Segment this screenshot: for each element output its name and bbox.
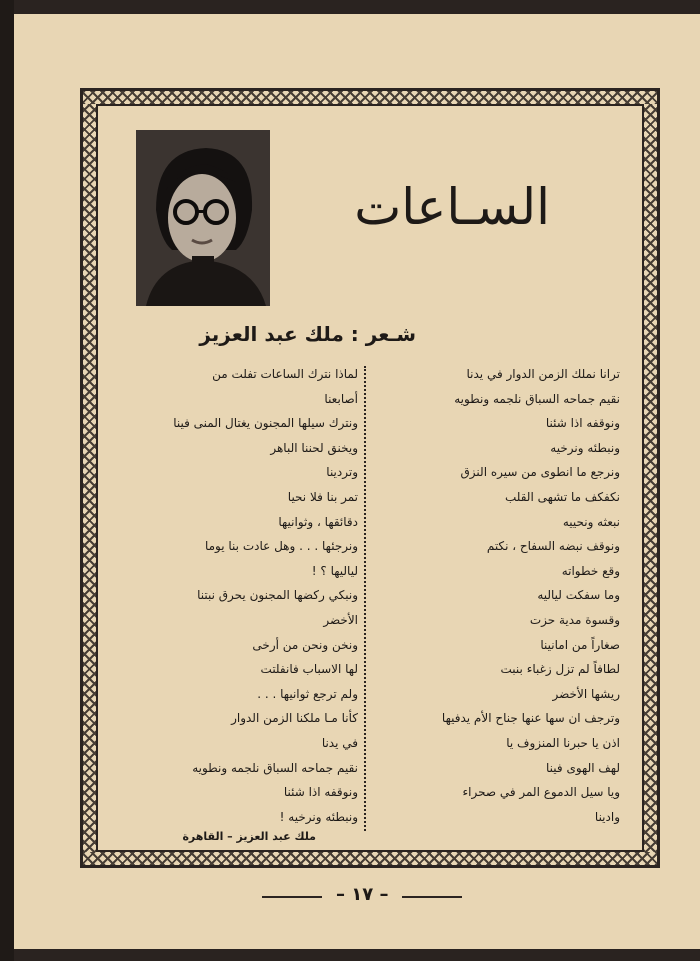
verse-line: كأنا مـا ملكنا الزمن الدوار <box>231 711 358 726</box>
column-divider <box>364 366 366 831</box>
page-number: – ١٧ – <box>336 884 389 905</box>
verse-line: ولم ترجع ثوانيها . . . <box>257 686 358 701</box>
page-number-rule-right <box>402 896 462 898</box>
poem-column-right <box>390 362 620 829</box>
verse-line: لماذا نترك الساعات تفلت من <box>212 367 358 381</box>
verse-line: وادينا <box>594 809 620 824</box>
verse-line: وقع خطواته <box>561 563 620 578</box>
verse-line: ونرجئها . . . وهل عادت بنا يوما <box>204 539 358 554</box>
verse-line: وما سفكت لياليه <box>537 588 620 603</box>
verse-line: ترانا نملك الزمن الدوار في يدنا <box>466 367 620 381</box>
verse-line: لطافاً لم تزل زغباء بنبت <box>500 662 620 677</box>
verse-line: وتردينا <box>326 465 358 480</box>
poem-title: السـاعات <box>354 178 550 236</box>
verse-line: ويخنق لحننا الباهر <box>270 440 358 455</box>
poem-signature: ملك عبد العزيز – القاهرة <box>182 830 316 843</box>
poem-byline: شـعر : ملك عبد العزيز <box>199 322 416 346</box>
verse-line: اذن يا حبرنا المنزوف يا <box>506 735 620 750</box>
verse-line: نكفكف ما تشهى القلب <box>504 489 620 504</box>
verse-line: ونخن ونحن من أرخى <box>252 637 358 652</box>
verse-line: وقسوة مدية حزت <box>529 612 620 627</box>
verse-line: دقائقها ، وثوانيها <box>278 514 358 529</box>
verse-line: ونبكي ركضها المجنون يحرق نبتنا <box>197 588 358 603</box>
verse-line: في يدنا <box>321 735 358 750</box>
verse-line: ونرجع ما انطوى من سيره النزق <box>460 465 620 480</box>
verse-line: ونبطئه ونرخيه <box>550 440 620 455</box>
verse-line: لها الاسباب فانفلتت <box>260 662 358 677</box>
verse-line: ونوقف نبضه السفاح ، نكتم <box>486 539 620 554</box>
verse-line: لياليها ؟ ! <box>311 563 358 578</box>
verse-line: نقيم جماحه السباق نلجمه ونطويه <box>192 760 358 775</box>
verse-line: الأخضر <box>323 612 358 627</box>
verse-line: ويا سيل الدموع المر في صحراء <box>462 785 620 800</box>
verse-line: وترجف ان سها عنها جناح الأم يدفيها <box>441 711 620 726</box>
author-photo <box>136 130 270 306</box>
verse-line: صغاراً من امانينا <box>540 637 620 652</box>
verse-line: نبعثه ونحييه <box>562 514 620 529</box>
poem-column-left <box>128 362 358 829</box>
verse-line: لهف الهوى فينا <box>546 760 620 775</box>
binding-gutter <box>0 0 14 961</box>
verse-line: ونترك سيلها المجنون يغتال المنى فينا <box>173 416 358 431</box>
verse-line: ونوقفه اذا شئنا <box>545 416 620 431</box>
verse-line: ونوقفه اذا شئنا <box>283 785 358 800</box>
verse-line: ريشها الأخضر <box>552 686 620 701</box>
page-number-rule-left <box>262 896 322 898</box>
verse-line: تمر بنا فلا نحيا <box>287 489 358 504</box>
verse-line: ونبطئه ونرخيه ! <box>279 809 358 824</box>
verse-line: نقيم جماحه السباق نلجمه ونطويه <box>454 391 620 406</box>
verse-line: أصابعنا <box>324 391 358 406</box>
portrait-illustration <box>136 130 270 306</box>
